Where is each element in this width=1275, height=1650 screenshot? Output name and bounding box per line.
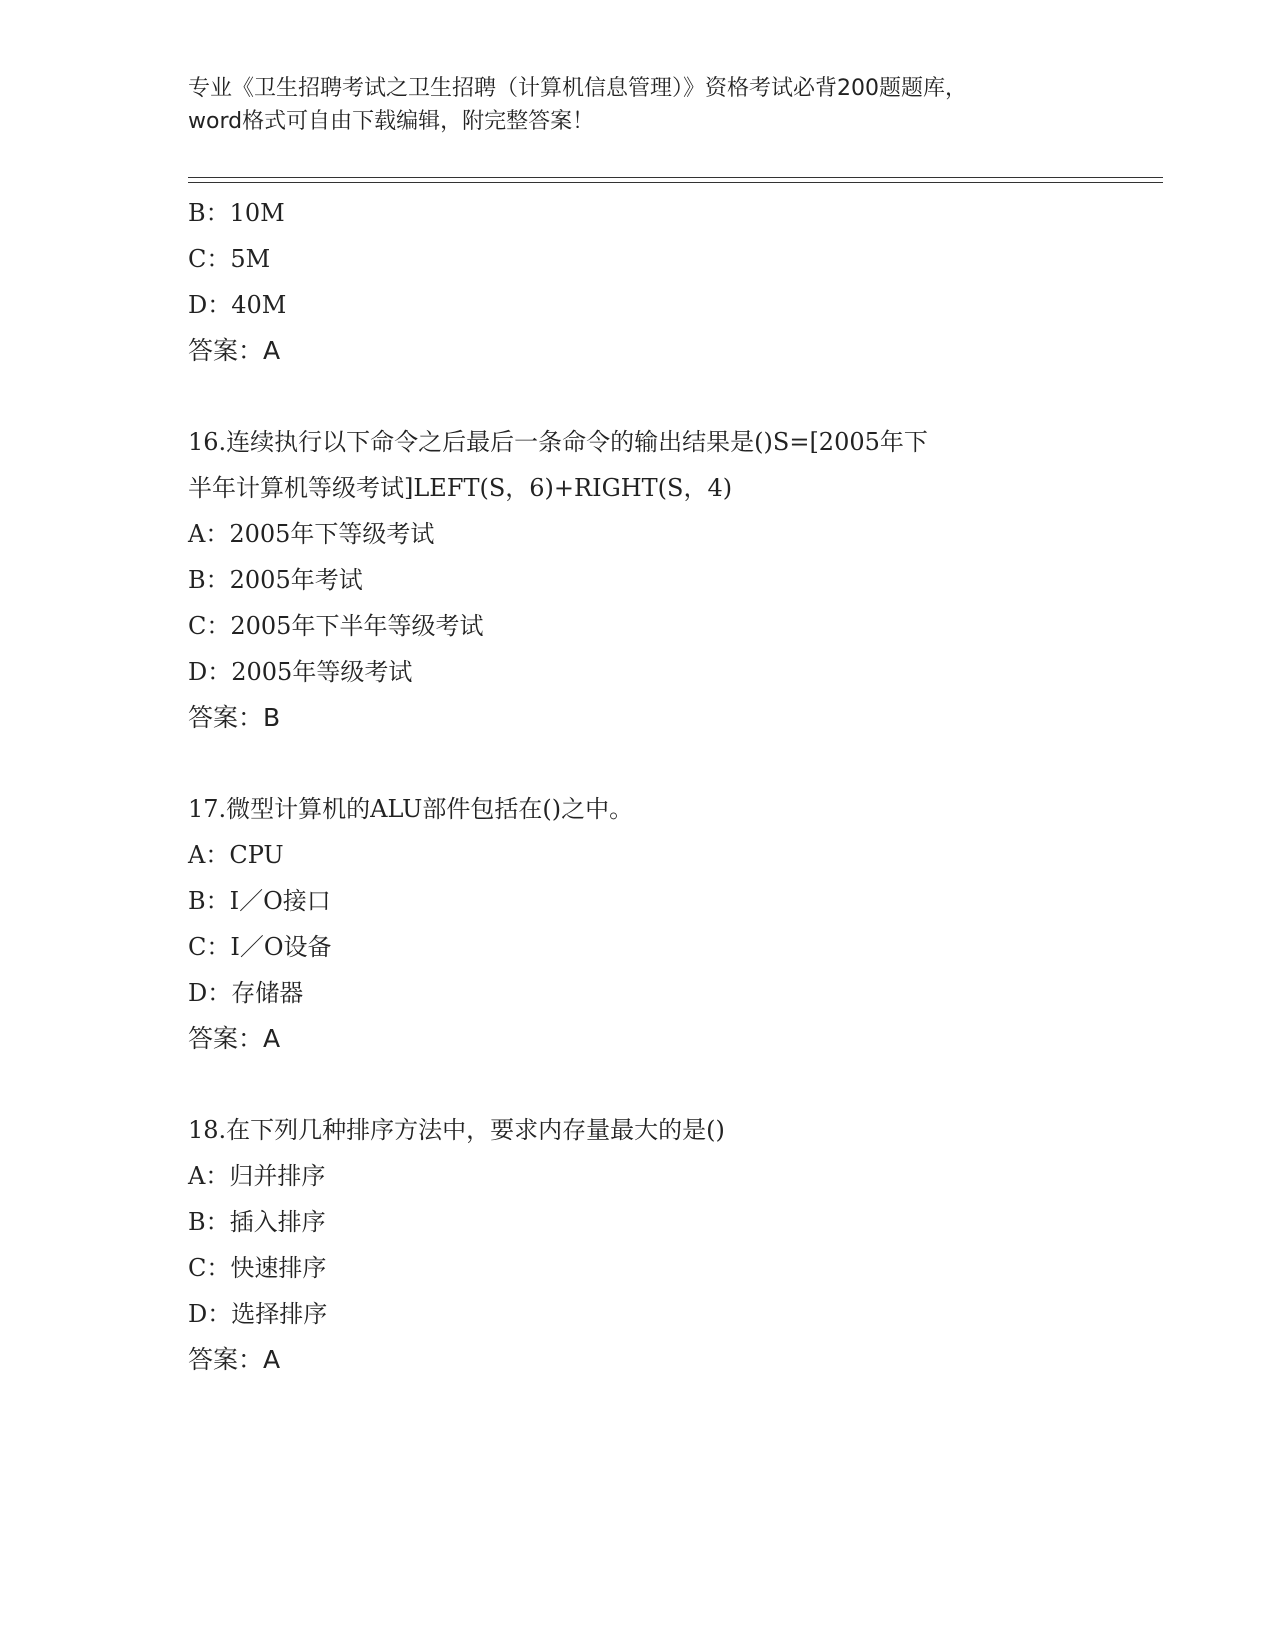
document-header (188, 72, 1088, 138)
header-divider-top (188, 177, 1163, 178)
answer: 答案：B (188, 703, 281, 732)
question-text-line-2: 半年计算机等级考试]LEFT(S，6)+RIGHT(S，4) (188, 474, 733, 502)
option-a: A：CPU (188, 841, 284, 869)
answer: 答案：A (188, 336, 281, 365)
question-text-line-1: 18.在下列几种排序方法中，要求内存量最大的是() (188, 1116, 725, 1144)
option-a: A：归并排序 (188, 1162, 326, 1190)
spacer (188, 741, 1148, 786)
header-title-line-1: 专业《卫生招聘考试之卫生招聘（计算机信息管理）》资格考试必背200题题库， (188, 76, 967, 101)
question-16 (188, 419, 1148, 741)
option-d: D：存储器 (188, 979, 304, 1007)
question-text-line-1: 16.连续执行以下命令之后最后一条命令的输出结果是()S=[2005年下 (188, 428, 928, 456)
question-text-line-1: 17.微型计算机的ALU部件包括在()之中。 (188, 795, 634, 823)
option-c: C：I／O设备 (188, 933, 332, 961)
spacer (188, 1062, 1148, 1107)
option-c: C：5M (188, 245, 271, 273)
option-d: D：40M (188, 291, 287, 319)
option-b: B：2005年考试 (188, 566, 363, 594)
question-17 (188, 786, 1148, 1062)
option-c: C：2005年下半年等级考试 (188, 612, 484, 640)
option-b: B：I／O接口 (188, 887, 331, 915)
option-a: A：2005年下等级考试 (188, 520, 435, 548)
option-d: D：选择排序 (188, 1300, 328, 1328)
header-divider-bottom (188, 182, 1163, 183)
answer: 答案：A (188, 1345, 281, 1374)
question-18 (188, 1107, 1148, 1383)
spacer (188, 374, 1148, 419)
question-15-continued (188, 190, 1148, 374)
header-title-line-2: word格式可自由下载编辑，附完整答案！ (188, 109, 595, 134)
answer: 答案：A (188, 1024, 281, 1053)
option-b: B：插入排序 (188, 1208, 326, 1236)
option-d: D：2005年等级考试 (188, 658, 413, 686)
option-c: C：快速排序 (188, 1254, 327, 1282)
question-content (188, 190, 1148, 1383)
option-b: B：10M (188, 199, 285, 227)
